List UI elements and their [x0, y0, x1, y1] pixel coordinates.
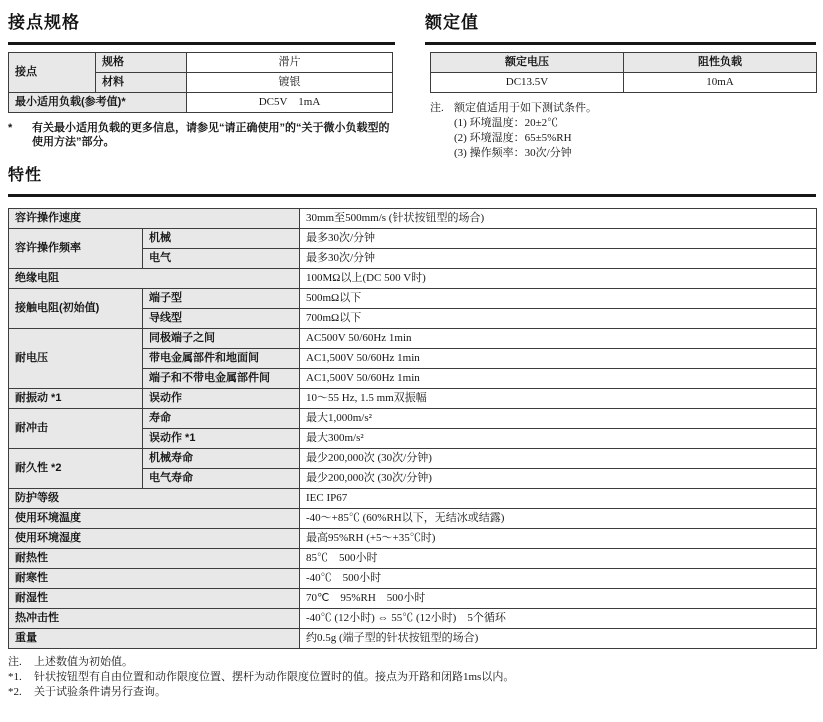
row-sublabel: 导线型 [143, 309, 300, 329]
row-sublabel: 材料 [96, 73, 187, 93]
row-value: 最大1,000m/s² [300, 409, 817, 429]
row-sublabel: 同极端子之间 [143, 329, 300, 349]
table-row [9, 449, 817, 469]
column-header: 阻性负载 [624, 53, 817, 73]
table-row [9, 289, 817, 309]
table-row [9, 549, 817, 569]
row-label: 耐湿性 [9, 589, 300, 609]
row-value: 滑片 [187, 53, 393, 73]
contact-spec-heading: 接点规格 [8, 6, 395, 45]
table-row [9, 569, 817, 589]
row-sublabel: 电气 [143, 249, 300, 269]
note-marker: *1. [8, 671, 22, 684]
condition-item: (1) 环境温度：20±2℃ [454, 117, 559, 130]
row-value: AC1,500V 50/60Hz 1min [300, 369, 817, 389]
row-sublabel: 规格 [96, 53, 187, 73]
row-label: 最小适用负载(参考值)* [9, 93, 187, 113]
note-line [8, 670, 816, 684]
characteristics-notes [8, 655, 816, 699]
row-value: 100MΩ以上(DC 500 V时) [300, 269, 817, 289]
row-sublabel: 端子型 [143, 289, 300, 309]
row-label: 耐冲击 [9, 409, 143, 449]
row-value: 约0.5g (端子型的针状按钮型的场合) [300, 629, 817, 649]
table-row [9, 529, 817, 549]
table-row [9, 229, 817, 249]
footnote-text: 有关最小适用负载的更多信息，请参见“请正确使用”的“关于微小负载型的使用方法”部分。 [32, 122, 390, 149]
row-value: 最少200,000次 (30次/分钟) [300, 469, 817, 489]
row-label: 容许操作速度 [9, 209, 300, 229]
column-header: 额定电压 [431, 53, 624, 73]
table-row [9, 629, 817, 649]
row-value: 镀银 [187, 73, 393, 93]
rating-heading: 额定值 [425, 6, 816, 45]
row-value: 70℃ 95%RH 500小时 [300, 589, 817, 609]
table-row [431, 73, 817, 93]
note-text: 上述数值为初始值。 [34, 656, 133, 668]
row-sublabel: 机械 [143, 229, 300, 249]
row-value: 最多30次/分钟 [300, 229, 817, 249]
rating-note [430, 101, 816, 161]
note-marker: 注. [8, 656, 22, 668]
row-value: 700mΩ以下 [300, 309, 817, 329]
characteristics-section [8, 160, 816, 700]
row-value: AC1,500V 50/60Hz 1min [300, 349, 817, 369]
contact-spec-table [8, 52, 393, 113]
note-marker: 注. [430, 102, 444, 114]
row-value: 最多30次/分钟 [300, 249, 817, 269]
table-row [9, 509, 817, 529]
row-sublabel: 误动作 *1 [143, 429, 300, 449]
row-value: -40～+85℃ (60%RH以下，无结冰或结露) [300, 509, 817, 529]
test-conditions [454, 116, 816, 160]
row-label: 使用环境湿度 [9, 529, 300, 549]
table-header-row [431, 53, 817, 73]
row-value: -40℃ (12小时) ⇔ 55℃ (12小时) 5个循环 [300, 609, 817, 629]
table-row [9, 609, 817, 629]
row-value: 30mm至500mm/s (针状按钮型的场合) [300, 209, 817, 229]
row-label: 重量 [9, 629, 300, 649]
row-sublabel: 机械寿命 [143, 449, 300, 469]
row-label: 耐热性 [9, 549, 300, 569]
table-row [9, 93, 393, 113]
row-label: 防护等级 [9, 489, 300, 509]
condition-item: (2) 环境湿度：65±5%RH [454, 132, 572, 145]
row-value: DC13.5V [431, 73, 624, 93]
note-line [8, 655, 816, 669]
table-row [9, 489, 817, 509]
row-label: 耐振动 *1 [9, 389, 143, 409]
note-text: 关于试验条件请另行查询。 [34, 686, 166, 699]
table-row [9, 269, 817, 289]
row-value: 最高95%RH (+5～+35℃时) [300, 529, 817, 549]
characteristics-heading: 特性 [8, 160, 816, 197]
row-label: 接点 [9, 53, 96, 93]
row-value: 85℃ 500小时 [300, 549, 817, 569]
table-row [9, 589, 817, 609]
row-label: 接触电阻(初始值) [9, 289, 143, 329]
row-value: 10～55 Hz, 1.5 mm双振幅 [300, 389, 817, 409]
row-sublabel: 误动作 [143, 389, 300, 409]
note-line [8, 685, 816, 699]
condition-item: (3) 操作频率：30次/分钟 [454, 147, 572, 160]
note-text: 额定值适用于如下测试条件。 [454, 102, 597, 114]
table-row [9, 409, 817, 429]
row-value: 10mA [624, 73, 817, 93]
row-label: 热冲击性 [9, 609, 300, 629]
row-value: 最大300m/s² [300, 429, 817, 449]
row-sublabel: 端子和不带电金属部件间 [143, 369, 300, 389]
table-row [9, 389, 817, 409]
row-sublabel: 带电金属部件和地面间 [143, 349, 300, 369]
row-label: 耐久性 *2 [9, 449, 143, 489]
row-value: -40℃ 500小时 [300, 569, 817, 589]
table-row [9, 329, 817, 349]
row-label: 使用环境温度 [9, 509, 300, 529]
row-sublabel: 寿命 [143, 409, 300, 429]
row-label: 耐电压 [9, 329, 143, 389]
table-row [9, 209, 817, 229]
row-label: 容许操作频率 [9, 229, 143, 269]
rating-section [425, 6, 816, 161]
row-value: IEC IP67 [300, 489, 817, 509]
note-text: 针状按钮型有自由位置和动作限度位置、摆杆为动作限度位置时的值。接点为开路和闭路1ms以内。 [34, 671, 515, 684]
row-value: 500mΩ以下 [300, 289, 817, 309]
row-value: AC500V 50/60Hz 1min [300, 329, 817, 349]
rating-table [430, 52, 817, 93]
row-label: 绝缘电阻 [9, 269, 300, 289]
row-value: 最少200,000次 (30次/分钟) [300, 449, 817, 469]
row-value: DC5V 1mA [187, 93, 393, 113]
note-marker: *2. [8, 686, 22, 699]
row-label: 耐寒性 [9, 569, 300, 589]
contact-spec-section [8, 6, 395, 149]
footnote-marker: * [8, 122, 13, 134]
contact-spec-footnote [8, 121, 395, 149]
row-sublabel: 电气寿命 [143, 469, 300, 489]
table-row [9, 53, 393, 73]
characteristics-table [8, 208, 817, 649]
